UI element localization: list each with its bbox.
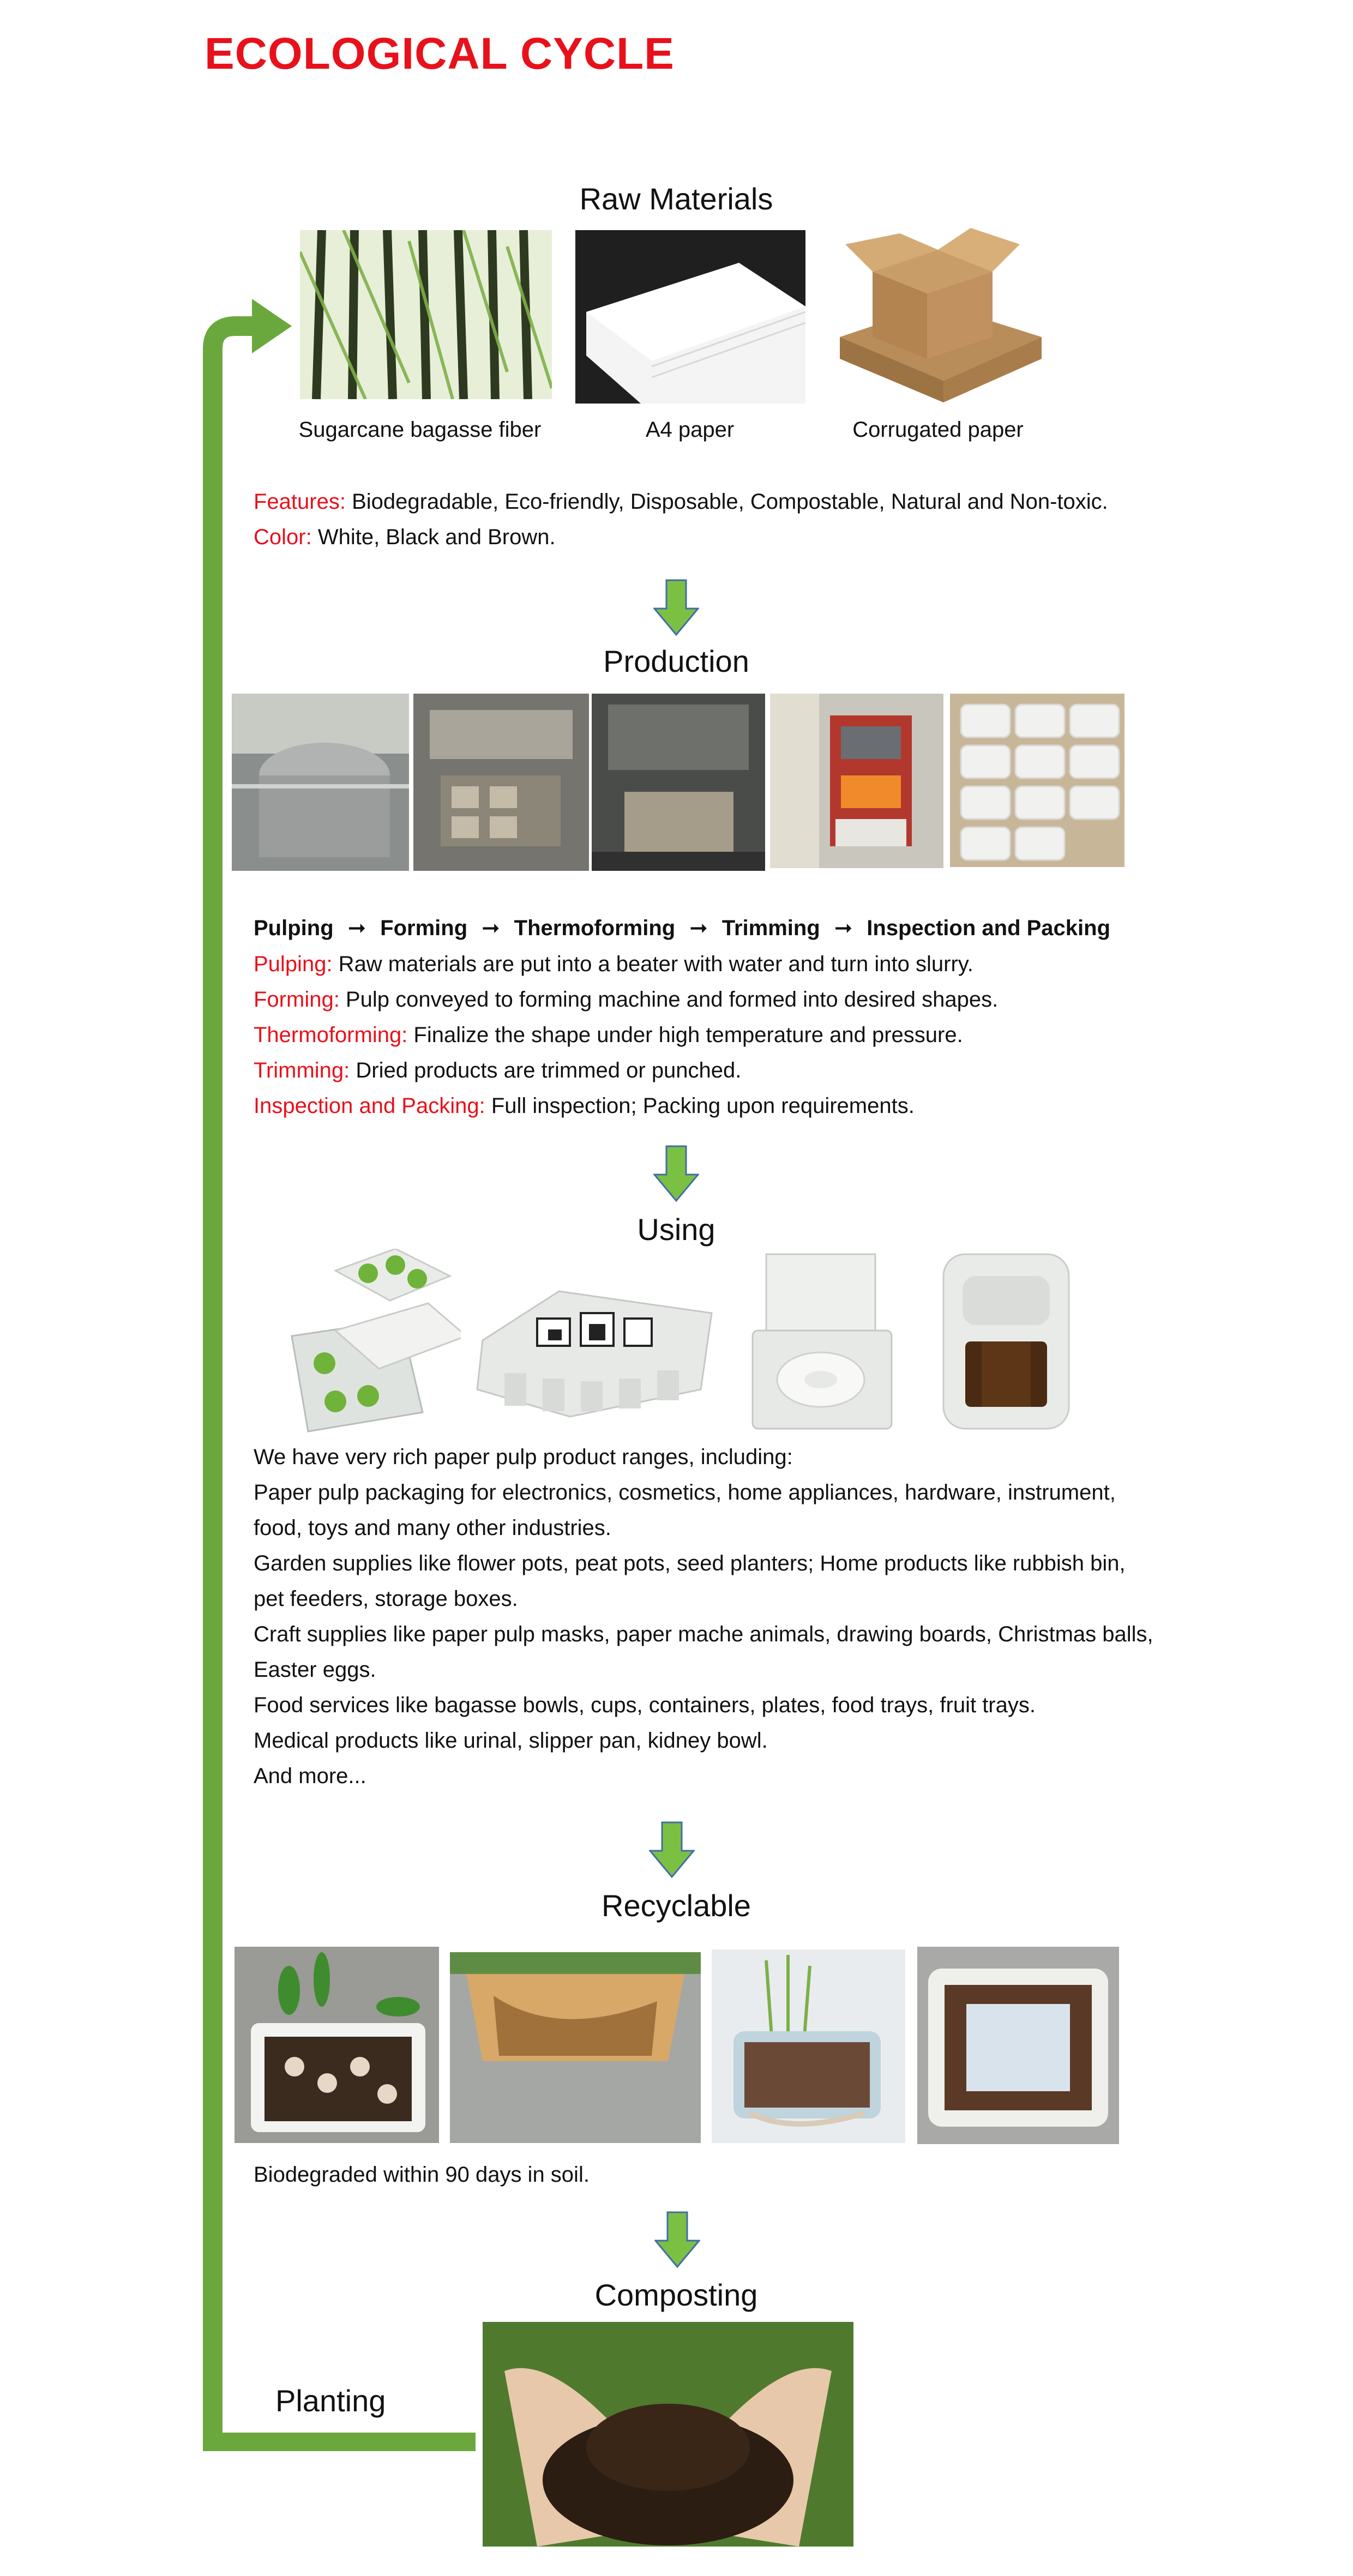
raw-materials-heading: Raw Materials	[579, 182, 773, 216]
step-forming: Forming	[380, 916, 468, 940]
step-inspection: Inspection and Packing	[867, 916, 1111, 940]
using-image-packaging-insert	[472, 1280, 723, 1422]
color-text: White, Black and Brown.	[311, 525, 556, 549]
down-arrow-icon	[653, 579, 699, 636]
features-text: Biodegradable, Eco-friendly, Disposable, Compostable, Natural and Non-toxic.	[345, 490, 1108, 514]
a4-paper-image	[575, 230, 805, 404]
using-image-ring-tray	[744, 1249, 900, 1434]
production-heading: Production	[603, 644, 749, 678]
detail-inspection: Inspection and Packing: Full inspection; Packing upon requirements.	[254, 1094, 915, 1118]
using-line: Medical products like urinal, slipper pan, kidney bowl.	[254, 1729, 768, 1753]
detail-trimming: Trimming: Dried products are trimmed or punched.	[254, 1058, 742, 1082]
using-line: pet feeders, storage boxes.	[254, 1587, 518, 1611]
down-arrow-icon	[654, 2211, 700, 2268]
production-image-packing	[950, 694, 1125, 867]
color-label: Color:	[254, 525, 312, 549]
using-line: Paper pulp packaging for electronics, cosmetics, home appliances, hardware, instrument,	[254, 1480, 1116, 1504]
recyclable-image-soiled-tray	[450, 1952, 701, 2143]
using-line: Easter eggs.	[254, 1658, 376, 1682]
using-heading: Using	[637, 1212, 715, 1247]
using-line: Food services like bagasse bowls, cups, containers, plates, food trays, fruit trays.	[254, 1693, 1036, 1717]
recyclable-heading: Recyclable	[602, 1888, 751, 1923]
planting-label: Planting	[275, 2384, 386, 2418]
production-image-thermoforming	[592, 694, 765, 871]
arrow-right-icon: ➞	[834, 916, 853, 940]
down-arrow-icon	[653, 1145, 699, 1202]
using-line: Garden supplies like flower pots, peat pots, seed planters; Home products like rubbish bin,	[254, 1551, 1126, 1575]
caption-sugarcane: Sugarcane bagasse fiber	[298, 418, 542, 442]
corrugated-paper-image	[834, 222, 1042, 408]
using-line: We have very rich paper pulp product ranges, including:	[254, 1445, 793, 1469]
production-image-trimming	[770, 694, 943, 868]
features-label: Features:	[254, 490, 346, 514]
arrow-right-icon: ➞	[482, 916, 500, 940]
step-pulping: Pulping	[254, 916, 334, 940]
down-arrow-icon	[649, 1821, 695, 1878]
arrow-right-icon: ➞	[347, 916, 366, 940]
composting-image-hands-soil	[483, 2322, 853, 2547]
using-image-tray-balls	[286, 1249, 461, 1437]
process-steps	[254, 911, 1125, 946]
recyclable-image-plant-tray	[234, 1947, 439, 2143]
recyclable-image-roots	[712, 1949, 905, 2143]
using-line: And more...	[254, 1764, 366, 1788]
production-image-pulping	[232, 694, 409, 871]
sugarcane-image	[300, 230, 552, 399]
color-line	[254, 520, 556, 555]
page-title: ECOLOGICAL CYCLE	[205, 29, 675, 79]
recyclable-image-dirt-frame	[917, 1947, 1119, 2144]
using-line: food, toys and many other industries.	[254, 1516, 611, 1540]
caption-corrugated: Corrugated paper	[852, 418, 1024, 442]
caption-a4: A4 paper	[645, 418, 735, 442]
detail-thermoforming: Thermoforming: Finalize the shape under high temperature and pressure.	[254, 1023, 963, 1047]
composting-heading: Composting	[594, 2278, 758, 2312]
production-image-forming	[413, 694, 589, 871]
features-line	[254, 484, 1108, 520]
detail-forming: Forming: Pulp conveyed to forming machine and formed into desired shapes.	[254, 988, 999, 1012]
arrow-right-icon: ➞	[689, 916, 708, 940]
step-trimming: Trimming	[721, 916, 820, 940]
step-thermoforming: Thermoforming	[514, 916, 676, 940]
using-line: Craft supplies like paper pulp masks, paper mache animals, drawing boards, Christmas balls,	[254, 1622, 1153, 1646]
recyclable-note: Biodegraded within 90 days in soil.	[254, 2163, 590, 2187]
detail-pulping: Pulping: Raw materials are put into a beater with water and turn into slurry.	[254, 952, 973, 976]
using-image-bottle-tray	[933, 1249, 1080, 1437]
